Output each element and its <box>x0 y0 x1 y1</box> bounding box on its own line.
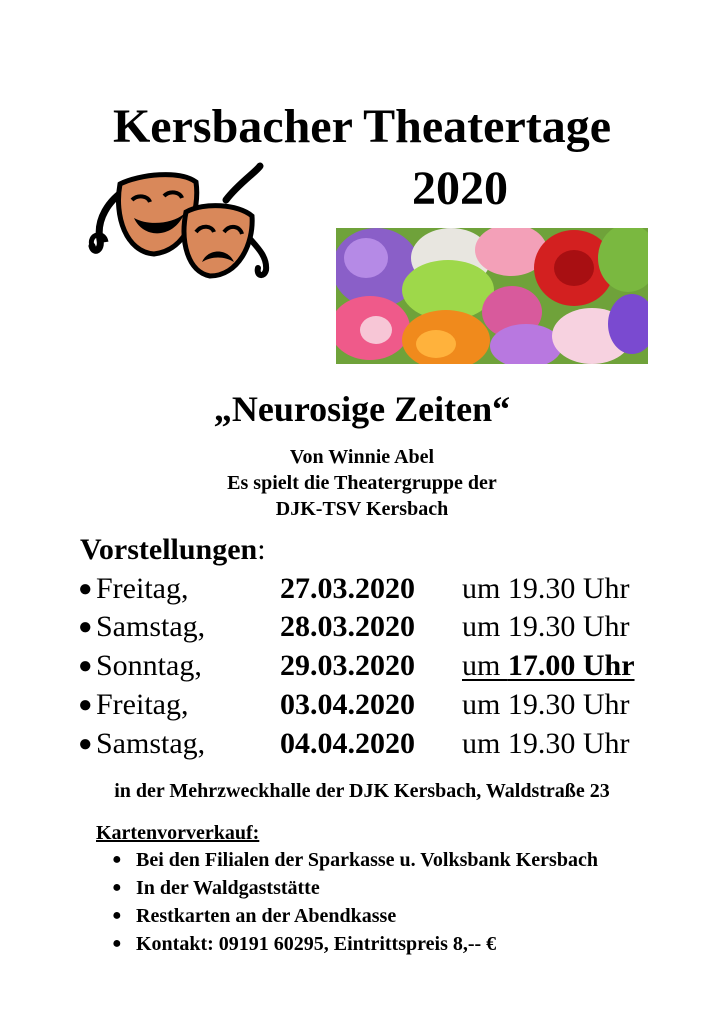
venue-text: in der Mehrzweckhalle der DJK Kersbach, Waldstraße 23 <box>114 780 610 802</box>
poster-title: Kersbacher Theatertage <box>112 100 612 153</box>
performance-time <box>462 570 630 608</box>
bullet-icon: ● <box>112 879 122 896</box>
performance-row <box>78 686 698 724</box>
performance-day: Freitag, <box>96 572 189 605</box>
performance-day: Samstag, <box>96 727 206 760</box>
bullet-icon: ● <box>78 576 93 602</box>
time-prefix: um <box>462 610 508 643</box>
bullet-icon: ● <box>112 851 122 868</box>
performance-day: Samstag, <box>96 610 206 643</box>
performance-row <box>78 647 698 685</box>
performance-row <box>78 570 698 608</box>
performance-time <box>462 608 630 646</box>
performance-row <box>78 725 698 763</box>
bullet-icon: ● <box>78 731 93 757</box>
performance-date: 28.03.2020 <box>280 610 415 643</box>
performances-heading <box>80 532 266 568</box>
presale-item-text: Bei den Filialen der Sparkasse u. Volksbank Kersbach <box>136 849 598 871</box>
performance-date: 29.03.2020 <box>280 649 415 682</box>
play-author: Von Winnie Abel <box>289 446 435 468</box>
presale-item-text: In der Waldgaststätte <box>136 877 320 899</box>
bullet-icon: ● <box>112 907 122 924</box>
flowers-photo <box>336 228 648 364</box>
performance-time-highlighted <box>462 647 635 685</box>
poster-year: 2020 <box>412 162 508 215</box>
time-prefix: um <box>462 572 508 605</box>
time-value: 19.30 Uhr <box>507 610 630 643</box>
play-title: „Neurosige Zeiten“ <box>213 389 511 429</box>
bullet-icon: ● <box>78 653 93 679</box>
time-value: 19.30 Uhr <box>507 727 630 760</box>
performance-day: Freitag, <box>96 688 189 721</box>
bullet-icon: ● <box>78 614 93 640</box>
performance-date: 04.04.2020 <box>280 727 415 760</box>
performer-line-1: Es spielt die Theatergruppe der <box>227 472 497 494</box>
performance-time <box>462 725 630 763</box>
time-prefix: um <box>462 727 508 760</box>
performer-line-2: DJK-TSV Kersbach <box>275 498 449 520</box>
theatre-masks-icon <box>88 160 278 282</box>
time-value: 17.00 Uhr <box>507 649 635 682</box>
performance-day: Sonntag, <box>96 649 202 682</box>
time-prefix: um <box>462 649 508 682</box>
time-prefix: um <box>462 688 508 721</box>
bullet-icon: ● <box>112 935 122 952</box>
performance-date: 03.04.2020 <box>280 688 415 721</box>
presale-item-text: Kontakt: 09191 60295, Eintrittspreis 8,-- € <box>136 933 497 955</box>
performance-date: 27.03.2020 <box>280 572 415 605</box>
presale-item-text: Restkarten an der Abendkasse <box>136 905 397 927</box>
performance-row <box>78 608 698 646</box>
presale-heading: Kartenvorverkauf: <box>96 822 260 844</box>
bullet-icon: ● <box>78 692 93 718</box>
time-value: 19.30 Uhr <box>507 572 630 605</box>
time-value: 19.30 Uhr <box>507 688 630 721</box>
performance-time <box>462 686 630 724</box>
performances-heading-colon: : <box>257 533 266 566</box>
performances-heading-label: Vorstellungen <box>80 533 258 566</box>
